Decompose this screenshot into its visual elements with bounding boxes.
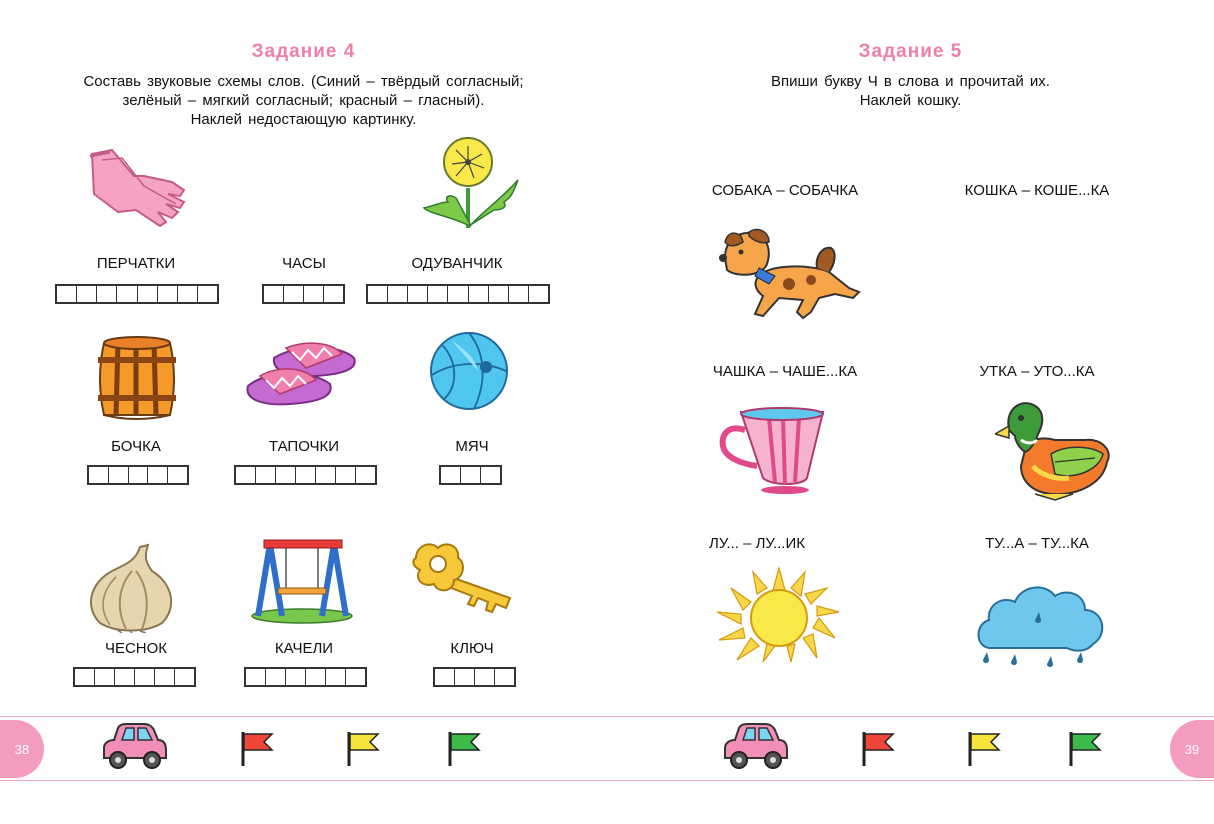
car-icon: [100, 722, 168, 772]
sound-scheme-boxes[interactable]: [262, 284, 345, 304]
cup-icon: [719, 406, 831, 496]
word-label: МЯЧ: [455, 438, 489, 455]
word-label: ОДУВАНЧИК: [411, 255, 503, 272]
word-pair: КОШКА – КОШЕ...КА: [964, 182, 1110, 199]
word-pair: УТКА – УТО...КА: [979, 363, 1095, 380]
yellow-flag-icon: [346, 730, 380, 768]
swing-icon: [248, 538, 356, 624]
footer-divider: [607, 780, 1214, 781]
key-icon: [412, 540, 518, 616]
slippers-icon: [246, 340, 360, 416]
word-pair: СОБАКА – СОБАЧКА: [711, 182, 859, 199]
gloves-icon: [82, 146, 192, 230]
footer-divider: [0, 780, 607, 781]
sound-scheme-boxes[interactable]: [73, 667, 196, 687]
dog-icon: [719, 228, 861, 322]
word-label: ЧЕСНОК: [104, 640, 168, 657]
right-page: [607, 0, 1214, 824]
cloud-icon: [975, 578, 1109, 674]
page-number: 39: [1170, 720, 1214, 778]
sound-scheme-boxes[interactable]: [433, 667, 516, 687]
task-5-title: Задание 5: [858, 41, 963, 62]
instruction-line: зелёный – мягкий согласный; красный – гласный).: [122, 92, 485, 109]
dandelion-icon: [420, 136, 524, 232]
word-pair: ТУ...А – ТУ...КА: [985, 535, 1089, 552]
task-5-instructions: [607, 72, 1214, 110]
word-pair: ЛУ... – ЛУ...ИК: [709, 535, 805, 552]
barrel-icon: [96, 335, 178, 423]
red-flag-icon: [240, 730, 274, 768]
sound-scheme-boxes[interactable]: [366, 284, 550, 304]
sound-scheme-boxes[interactable]: [55, 284, 219, 304]
duck-icon: [995, 400, 1115, 504]
sun-icon: [713, 566, 845, 662]
word-pair: ЧАШКА – ЧАШЕ...КА: [712, 363, 858, 380]
word-label: КАЧЕЛИ: [274, 640, 334, 657]
word-label: ЧАСЫ: [282, 255, 326, 272]
green-flag-icon: [1068, 730, 1102, 768]
task-4-title: Задание 4: [251, 41, 356, 62]
instruction-line: Наклей недостающую картинку.: [190, 111, 417, 128]
instruction-line: Наклей кошку.: [859, 92, 962, 109]
ball-icon: [428, 331, 510, 411]
word-label: ПЕРЧАТКИ: [96, 255, 176, 272]
word-label: ТАПОЧКИ: [268, 438, 340, 455]
footer-divider: [607, 716, 1214, 717]
sound-scheme-boxes[interactable]: [439, 465, 502, 485]
green-flag-icon: [447, 730, 481, 768]
yellow-flag-icon: [967, 730, 1001, 768]
instruction-line: Составь звуковые схемы слов. (Синий – твёрдый согласный;: [83, 73, 524, 90]
car-icon: [721, 722, 789, 772]
word-label: КЛЮЧ: [450, 640, 494, 657]
sound-scheme-boxes[interactable]: [244, 667, 367, 687]
footer-divider: [0, 716, 607, 717]
red-flag-icon: [861, 730, 895, 768]
task-4-instructions: [30, 72, 577, 129]
sound-scheme-boxes[interactable]: [87, 465, 189, 485]
instruction-line: Впиши букву Ч в слова и прочитай их.: [771, 73, 1050, 90]
garlic-icon: [86, 543, 178, 633]
sound-scheme-boxes[interactable]: [234, 465, 377, 485]
page-number: 38: [0, 720, 44, 778]
word-label: БОЧКА: [111, 438, 161, 455]
